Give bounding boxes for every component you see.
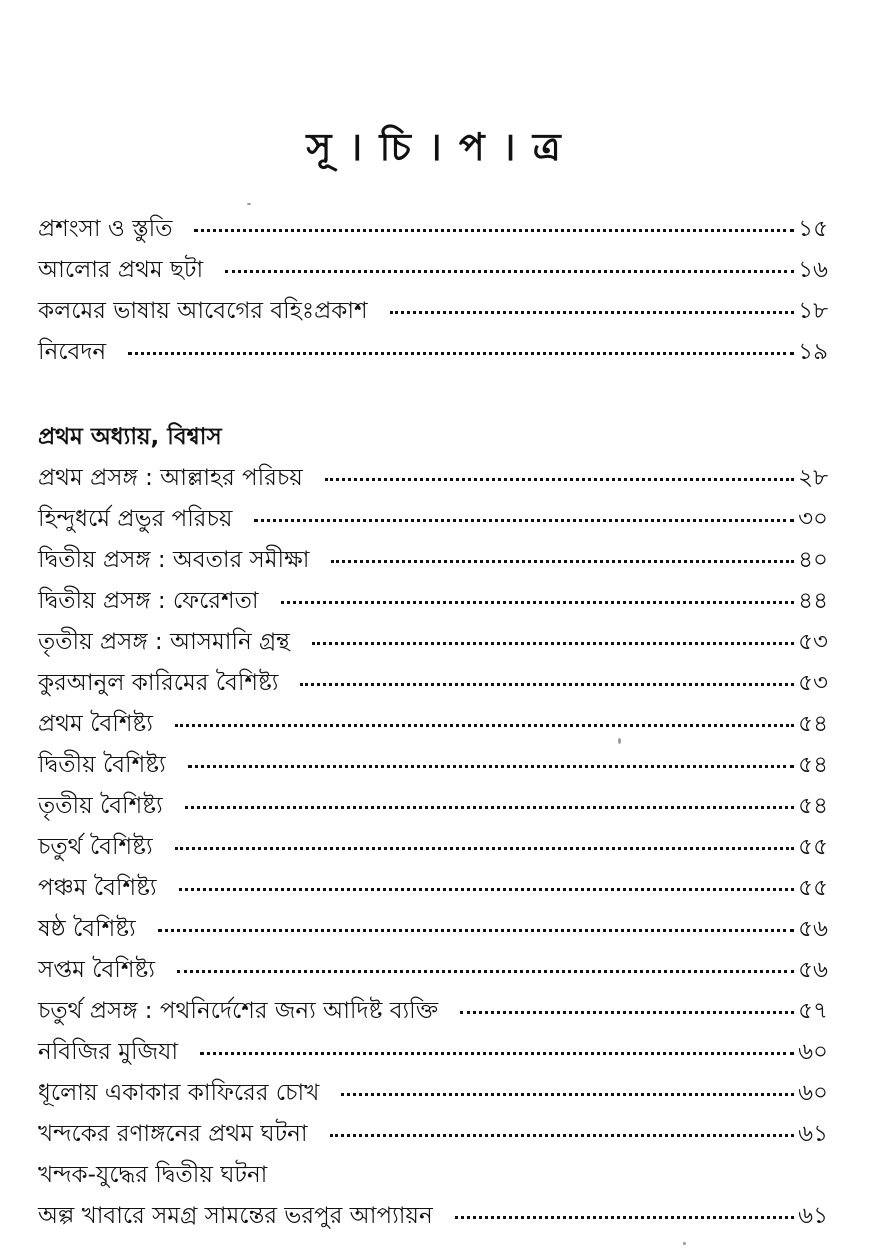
- toc-entry: [38, 951, 828, 992]
- toc-entry-page: ৫৬: [798, 957, 828, 983]
- toc-entry-label: সপ্তম বৈশিষ্ট্য: [38, 957, 155, 983]
- dot-leader: [185, 806, 794, 809]
- toc-entry: [38, 828, 828, 869]
- toc-subheading: [38, 1156, 828, 1197]
- toc-entry: [38, 292, 828, 333]
- toc-entry-page: ৬১: [798, 1121, 828, 1147]
- toc-subheading-label: খন্দক-যুদ্ধের দ্বিতীয় ঘটনা: [38, 1162, 268, 1188]
- toc-entry-label: হিন্দুধর্মে প্রভুর পরিচয়: [38, 506, 233, 532]
- toc-entry-page: ৫৩: [798, 629, 828, 655]
- toc-entry-page: ৬০: [798, 1080, 828, 1106]
- dot-leader: [460, 1011, 794, 1014]
- toc-entry-label: চতুর্থ প্রসঙ্গ : পথনির্দেশের জন্য আদিষ্ট ব্যক্তি: [38, 998, 439, 1024]
- toc-entry-label: ষষ্ঠ বৈশিষ্ট্য: [38, 916, 136, 942]
- front-matter-list: [38, 210, 828, 374]
- toc-entry-label: কুরআনুল কারিমের বৈশিষ্ট্য: [38, 670, 279, 696]
- toc-entry: [38, 210, 828, 251]
- toc-entry: [38, 1074, 828, 1115]
- dot-leader: [175, 724, 794, 727]
- dot-leader: [177, 970, 794, 973]
- toc-entry-label: দ্বিতীয় প্রসঙ্গ : অবতার সমীক্ষা: [38, 547, 310, 573]
- chapter-heading: প্রথম অধ্যায়, বিশ্বাস: [38, 424, 222, 450]
- toc-entry: [38, 910, 828, 951]
- dot-leader: [175, 847, 795, 850]
- toc-entry: [38, 333, 828, 374]
- dot-leader: [179, 888, 795, 891]
- toc-entry-label: পঞ্চম বৈশিষ্ট্য: [38, 875, 157, 901]
- toc-entry: [38, 541, 828, 582]
- toc-entry-label: প্রশংসা ও স্তুতি: [38, 216, 173, 242]
- toc-entry-page: ৬০: [798, 1039, 828, 1065]
- print-speck: [247, 203, 251, 205]
- toc-entry-label: প্রথম প্রসঙ্গ : আল্লাহর পরিচয়: [38, 465, 303, 491]
- toc-entry: [38, 664, 828, 705]
- dot-leader: [341, 1093, 794, 1096]
- dot-leader: [194, 229, 794, 232]
- toc-entry-page: ৫৭: [798, 998, 828, 1024]
- toc-entry: [38, 459, 828, 500]
- toc-entry: [38, 1197, 828, 1238]
- toc-entry: [38, 705, 828, 746]
- toc-entry-label: চতুর্থ বৈশিষ্ট্য: [38, 834, 153, 860]
- toc-entry-label: দ্বিতীয় প্রসঙ্গ : ফেরেশতা: [38, 588, 259, 614]
- toc-entry-page: ২৮: [798, 465, 828, 491]
- dot-leader: [312, 642, 794, 645]
- toc-entry: [38, 869, 828, 910]
- toc-entry: [38, 623, 828, 664]
- toc-entry: [38, 251, 828, 292]
- toc-entry: [38, 992, 828, 1033]
- toc-entry-label: দ্বিতীয় বৈশিষ্ট্য: [38, 752, 166, 778]
- toc-entry-page: ৬১: [798, 1203, 828, 1229]
- page-title: সূ । চি । প । ত্র: [306, 125, 563, 169]
- toc-entry: [38, 746, 828, 787]
- dot-leader: [390, 311, 795, 314]
- toc-entry-page: ৫৪: [798, 711, 828, 737]
- dot-leader: [158, 929, 794, 932]
- toc-entry-page: ১৯: [798, 339, 828, 365]
- dot-leader: [300, 683, 794, 686]
- dot-leader: [281, 601, 795, 604]
- toc-entry: [38, 1033, 828, 1074]
- toc-entry-page: ৫৪: [798, 793, 828, 819]
- toc-entry-label: ধূলোয় একাকার কাফিরের চোখ: [38, 1080, 320, 1106]
- dot-leader: [188, 765, 794, 768]
- toc-entry-page: ৫৫: [798, 875, 828, 901]
- toc-entry-page: ৩০: [798, 506, 828, 532]
- toc-entry-page: ১৬: [798, 257, 828, 283]
- toc-entry-label: নিবেদন: [38, 339, 107, 365]
- dot-leader: [325, 478, 794, 481]
- print-speck: [618, 738, 621, 744]
- dot-leader: [455, 1216, 794, 1219]
- toc-entry-label: প্রথম বৈশিষ্ট্য: [38, 711, 153, 737]
- toc-entry-label: কলমের ভাষায় আবেগের বহিঃপ্রকাশ: [38, 298, 368, 324]
- toc-entry-page: ১৫: [798, 216, 828, 242]
- dot-leader: [225, 270, 794, 273]
- dot-leader: [128, 352, 794, 355]
- chapter-one-list: [38, 418, 828, 1238]
- toc-entry-label: আলোর প্রথম ছটা: [38, 257, 204, 283]
- toc-entry-label: নবিজির মুজিযা: [38, 1039, 179, 1065]
- dot-leader: [330, 1134, 795, 1137]
- dot-leader: [200, 1052, 794, 1055]
- toc-entry-page: ৪৪: [798, 588, 828, 614]
- toc-entry-page: ৫৫: [798, 834, 828, 860]
- toc-entry-page: ৫৬: [798, 916, 828, 942]
- toc-entry-label: তৃতীয় বৈশিষ্ট্য: [38, 793, 163, 819]
- toc-entry: [38, 787, 828, 828]
- toc-entry-page: ১৮: [798, 298, 828, 324]
- toc-entry-label: অল্প খাবারে সমগ্র সামন্তের ভরপুর আপ্যায়ন: [38, 1203, 433, 1229]
- toc-entry-page: ৫৪: [798, 752, 828, 778]
- dot-leader: [331, 560, 794, 563]
- toc-entry: [38, 1115, 828, 1156]
- toc-entry-label: খন্দকের রণাঙ্গনের প্রথম ঘটনা: [38, 1121, 308, 1147]
- toc-entry-page: ৪০: [798, 547, 828, 573]
- toc-entry: [38, 500, 828, 541]
- dot-leader: [254, 519, 794, 522]
- toc-entry-page: ৫৩: [798, 670, 828, 696]
- toc-entry: [38, 582, 828, 623]
- toc-entry-label: তৃতীয় প্রসঙ্গ : আসমানি গ্রন্থ: [38, 629, 290, 655]
- print-speck: [683, 1242, 686, 1245]
